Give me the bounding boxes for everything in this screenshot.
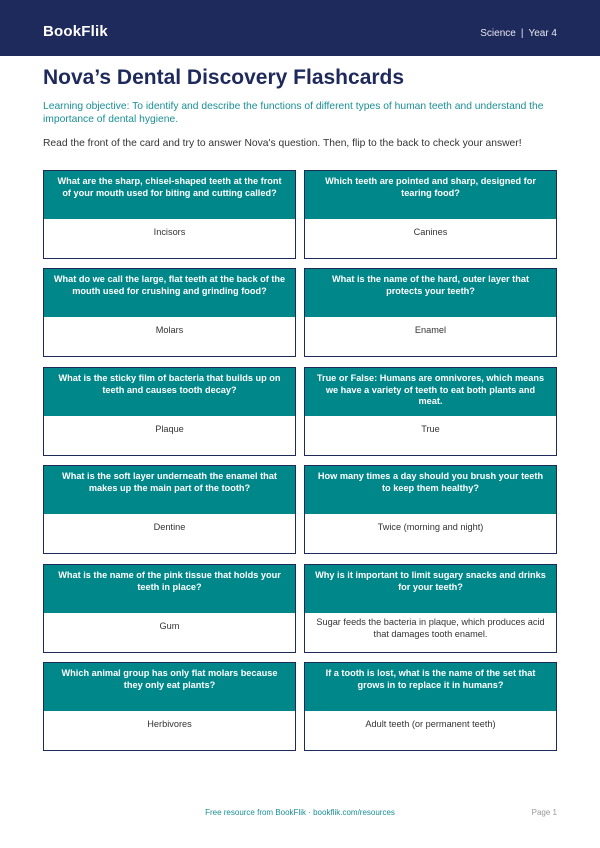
card-question: True or False: Humans are omnivores, which means we have a variety of teeth to eat both plants and meat. bbox=[305, 368, 556, 416]
subject-year-label bbox=[480, 28, 557, 39]
flashcard[interactable] bbox=[43, 170, 296, 259]
card-answer: Enamel bbox=[414, 325, 447, 335]
flashcard[interactable] bbox=[304, 367, 557, 456]
flashcard[interactable] bbox=[43, 367, 296, 456]
flashcard[interactable] bbox=[43, 662, 296, 751]
flashcard[interactable] bbox=[43, 465, 296, 554]
header-bar bbox=[0, 0, 600, 56]
subject-label: Science bbox=[480, 28, 516, 39]
card-answer: Twice (morning and night) bbox=[377, 522, 484, 532]
card-answer: Canines bbox=[413, 227, 448, 237]
card-question: What is the soft layer underneath the enamel that makes up the main part of the tooth? bbox=[44, 466, 295, 514]
page-title: Nova’s Dental Discovery Flashcards bbox=[43, 66, 405, 89]
card-answer: Adult teeth (or permanent teeth) bbox=[365, 719, 496, 729]
learning-objective: Learning objective: To identify and describe the functions of different types of human teeth and understand the importance of dental hygiene. bbox=[43, 101, 544, 125]
card-answer: Sugar feeds the bacteria in plaque, which produces acid that damages tooth enamel. bbox=[316, 617, 545, 639]
card-question: What do we call the large, flat teeth at the back of the mouth used for crushing and grinding food? bbox=[44, 269, 295, 317]
card-answer: True bbox=[421, 424, 440, 434]
separator: | bbox=[520, 28, 524, 39]
flashcard[interactable] bbox=[43, 564, 296, 653]
card-answer: Gum bbox=[159, 621, 180, 631]
page-number: Page 1 bbox=[531, 808, 557, 817]
card-answer: Incisors bbox=[153, 227, 186, 237]
card-question: What is the name of the hard, outer layer that protects your teeth? bbox=[305, 269, 556, 317]
card-answer: Herbivores bbox=[147, 719, 192, 729]
card-question: If a tooth is lost, what is the name of the set that grows in to replace it in humans? bbox=[305, 663, 556, 711]
instructions: Read the front of the card and try to answer Nova's question. Then, flip to the back to check your answer! bbox=[43, 138, 522, 149]
footer-link[interactable]: Free resource from BookFlik · bookflik.com/resources bbox=[205, 808, 395, 817]
flashcard[interactable] bbox=[304, 465, 557, 554]
card-question: Which teeth are pointed and sharp, designed for tearing food? bbox=[305, 171, 556, 219]
card-question: What is the sticky film of bacteria that builds up on teeth and causes tooth decay? bbox=[44, 368, 295, 416]
card-question: What are the sharp, chisel-shaped teeth at the front of your mouth used for biting and cutting called? bbox=[44, 171, 295, 219]
brand-logo[interactable]: BookFlik bbox=[43, 23, 108, 40]
flashcard[interactable] bbox=[43, 268, 296, 357]
card-question: Which animal group has only flat molars because they only eat plants? bbox=[44, 663, 295, 711]
year-label: Year 4 bbox=[528, 28, 557, 39]
card-answer: Dentine bbox=[153, 522, 186, 532]
card-question: How many times a day should you brush your teeth to keep them healthy? bbox=[305, 466, 556, 514]
card-answer: Plaque bbox=[155, 424, 184, 434]
flashcard[interactable] bbox=[304, 170, 557, 259]
flashcard[interactable] bbox=[304, 268, 557, 357]
flashcard[interactable] bbox=[304, 564, 557, 653]
card-question: What is the name of the pink tissue that holds your teeth in place? bbox=[44, 565, 295, 613]
flashcard[interactable] bbox=[304, 662, 557, 751]
card-question: Why is it important to limit sugary snacks and drinks for your teeth? bbox=[305, 565, 556, 613]
card-answer: Molars bbox=[155, 325, 184, 335]
